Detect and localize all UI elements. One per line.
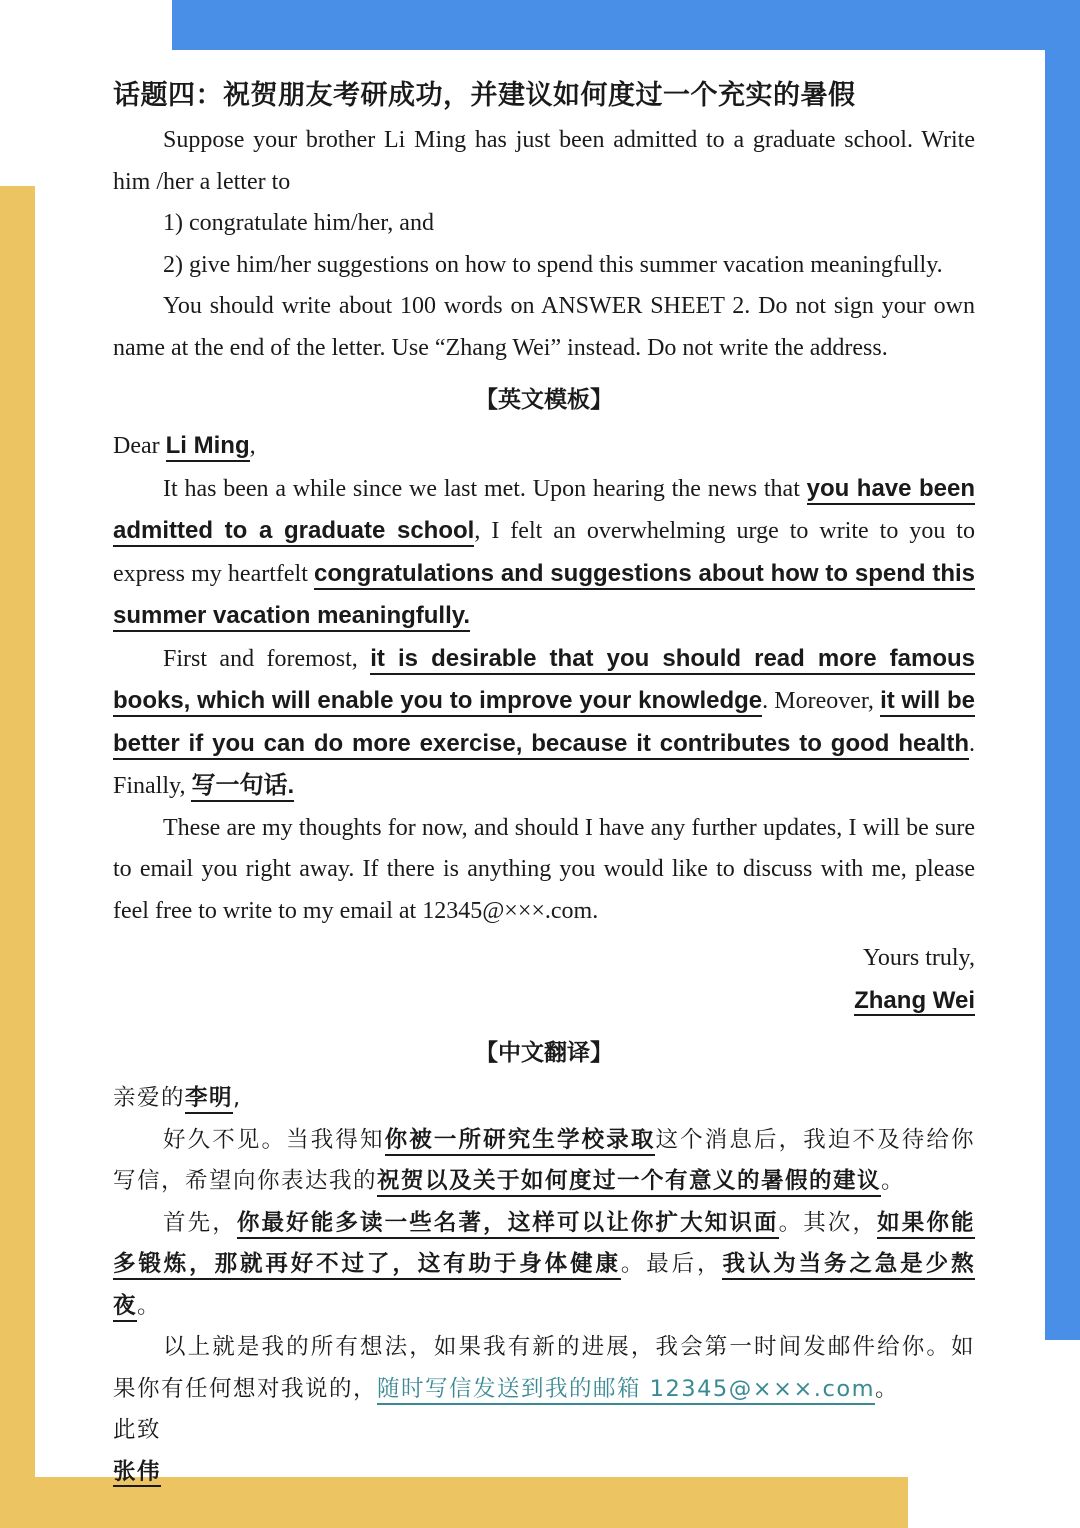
chinese-paragraph-2 [113, 1203, 975, 1328]
document-page [113, 78, 975, 1493]
text-segment: 首先， [163, 1209, 237, 1236]
text-segment: , I felt an overwhelming urge to write to you to express my heartfelt [113, 518, 975, 587]
salutation-prefix: Dear [113, 433, 166, 459]
decor-blue-right [1045, 0, 1080, 1340]
english-salutation [113, 425, 975, 468]
underlined-phrase: 如果你能多锻炼，那就再好不过了，这有助于身体健康 [113, 1210, 975, 1281]
underlined-phrase: 你被一所研究生学校录取 [385, 1127, 656, 1156]
chinese-salutation [113, 1078, 975, 1120]
text-segment: 这个消息后，我迫不及待给你写信，希望向你表达我的 [113, 1126, 975, 1194]
prompt-item-1: 1) congratulate him/her, and [163, 210, 434, 236]
text-segment: 。 [875, 1375, 900, 1402]
text-segment: . Moreover, [762, 688, 881, 714]
salutation-prefix: 亲爱的 [113, 1085, 186, 1111]
text-segment: 。 [881, 1168, 906, 1194]
text-segment: 。其次， [778, 1209, 878, 1236]
underlined-phrase: 你最好能多读一些名著，这样可以让你扩大知识面 [237, 1210, 779, 1239]
text-segment: It has been a while since we last met. Upon hearing the news that [163, 475, 807, 502]
chinese-paragraph-1 [113, 1120, 975, 1203]
chinese-signature-line [113, 1452, 975, 1494]
page-title: 话题四：祝贺朋友考研成功，并建议如何度过一个充实的暑假 [113, 80, 856, 111]
text-segment: 。 [137, 1292, 162, 1319]
english-closing: Yours truly, [862, 945, 975, 971]
prompt-item-2: 2) give him/her suggestions on how to spend this summer vacation meaningfully. [163, 251, 943, 278]
english-signature-line [113, 980, 975, 1023]
text-segment: 以上就是我的所有想法，如果我有新的进展，我会第一时间发邮件给你。如果你有任何想对我说的， [113, 1334, 975, 1402]
salutation-suffix: , [249, 433, 256, 459]
underlined-phrase: it will be better if you can do more exercise, because it contributes to good health [113, 687, 975, 760]
english-paragraph-1 [113, 468, 975, 638]
underlined-phrase: 写一句话. [191, 772, 294, 802]
english-section-heading: 【英文模板】 [475, 386, 613, 413]
chinese-paragraph-3 [113, 1327, 975, 1410]
chinese-closing: 此致 [113, 1417, 162, 1443]
prompt-paragraph-1: Suppose your brother Li Ming has just been admitted to a graduate school. Write him /her a letter to [113, 127, 975, 195]
decor-blue-top [172, 0, 1080, 50]
text-segment: 。最后， [620, 1251, 723, 1277]
english-paragraph-3: These are my thoughts for now, and should I have any further updates, I will be sure to email you right away. If there is anything you would like to discuss with me, please feel free to write to my email at 12345@×××.com. [113, 814, 975, 924]
text-segment: First and foremost, [163, 645, 371, 672]
chinese-signature: 张伟 [113, 1458, 162, 1485]
prompt-paragraph-2: You should write about 100 words on ANSWER SHEET 2. Do not sign your own name at the end of the letter. Use “Zhang Wei” instead. Do not write the address. [113, 293, 975, 361]
recipient-name: 李明 [185, 1085, 233, 1114]
text-segment: 好久不见。当我得知 [163, 1126, 385, 1153]
english-signature: Zhang Wei [854, 986, 975, 1014]
underlined-phrase: congratulations and suggestions about how to spend this summer vacation meaningfully. [113, 560, 975, 633]
email-link[interactable]: 随时写信发送到我的邮箱 12345@×××.com [377, 1376, 875, 1405]
decor-yellow-left [0, 186, 35, 1528]
chinese-section-heading: 【中文翻译】 [475, 1039, 613, 1066]
text-segment: . Finally, [113, 730, 975, 799]
underlined-phrase: 祝贺以及关于如何度过一个有意义的暑假的建议 [377, 1168, 881, 1197]
salutation-suffix: , [233, 1085, 242, 1111]
underlined-phrase: 我认为当务之急是少熬夜 [113, 1251, 975, 1322]
recipient-name: Li Ming [166, 432, 250, 462]
english-paragraph-2 [113, 638, 975, 808]
underlined-phrase: you have been admitted to a graduate school [113, 475, 975, 548]
underlined-phrase: it is desirable that you should read more famous books, which will enable you to improve your knowledge [113, 645, 975, 718]
